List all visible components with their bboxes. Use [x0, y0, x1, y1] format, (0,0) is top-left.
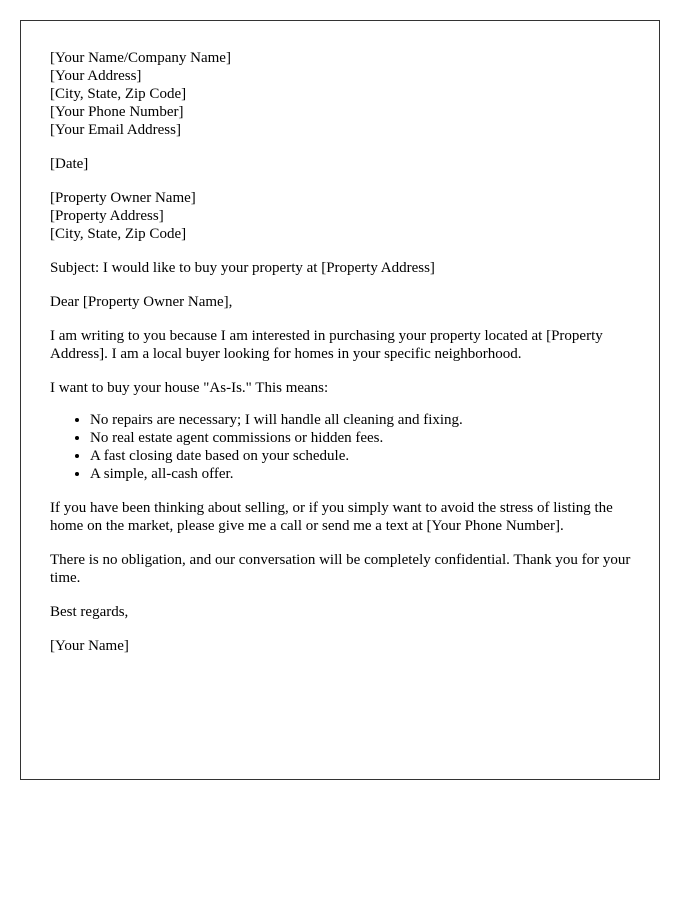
list-item: • No real estate agent commissions or hidden fees.: [90, 429, 632, 447]
letter-frame: [20, 20, 660, 780]
list-item: • A fast closing date based on your schedule.: [90, 447, 632, 465]
date-block: [50, 155, 632, 173]
list-item: • No repairs are necessary; I will handle all cleaning and fixing.: [90, 411, 632, 429]
as-is-paragraph: I want to buy your house "As-Is." This means:: [50, 380, 329, 396]
sender-phone: [Your Phone Number]: [50, 104, 184, 120]
salutation: Dear [Property Owner Name],: [50, 294, 233, 310]
sender-city-state-zip: [City, State, Zip Code]: [50, 86, 187, 102]
recipient-name: [Property Owner Name]: [50, 190, 196, 206]
recipient-address: [Property Address]: [50, 208, 164, 224]
call-to-action-paragraph: If you have been thinking about selling, or if you simply want to avoid the stress of listing the home on the market, please give me a call or send me a text at [Your Phone Number].: [50, 500, 613, 534]
sender-address: [Your Address]: [50, 68, 142, 84]
intro-paragraph: I am writing to you because I am interested in purchasing your property located at [Property Address]. I am a local buyer looking for homes in your specific neighborhood.: [50, 328, 603, 362]
letter-body: [50, 49, 632, 655]
recipient-block: [50, 189, 632, 243]
sign-off: Best regards,: [50, 604, 129, 620]
letter-date: [Date]: [50, 156, 89, 172]
closing-note-paragraph: There is no obligation, and our conversation will be completely confidential. Thank you for your time.: [50, 552, 631, 586]
subject-line: Subject: I would like to buy your property at [Property Address]: [50, 260, 435, 276]
signature: [Your Name]: [50, 638, 129, 654]
benefits-list: [50, 411, 632, 483]
sender-name: [Your Name/Company Name]: [50, 50, 231, 66]
list-item: • A simple, all-cash offer.: [90, 465, 632, 483]
sender-email: [Your Email Address]: [50, 122, 181, 138]
sender-block: [50, 49, 632, 139]
recipient-city-state-zip: [City, State, Zip Code]: [50, 226, 187, 242]
